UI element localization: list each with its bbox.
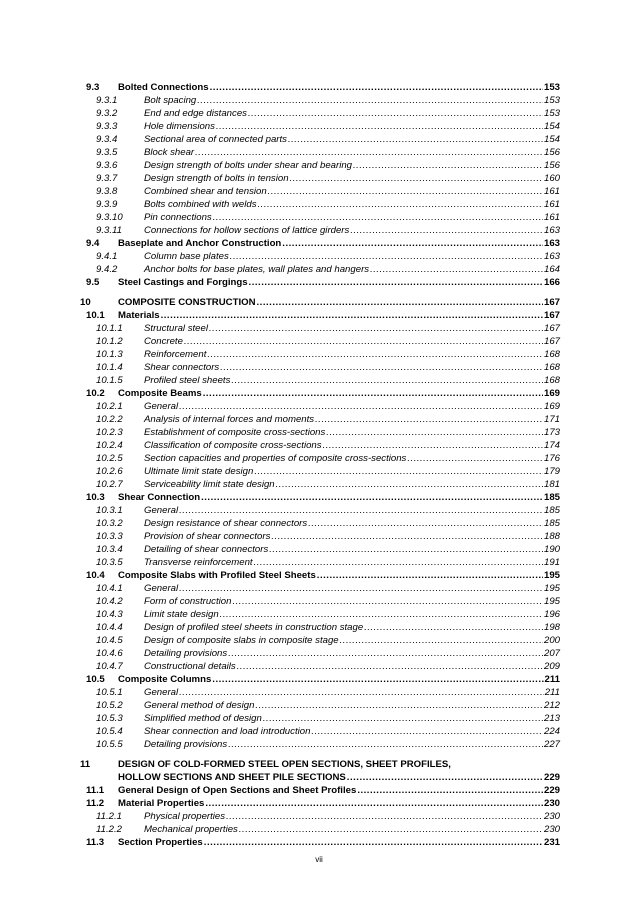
toc-entry-page: 167 <box>543 310 560 321</box>
toc-entry-page: 171 <box>543 414 560 425</box>
toc-entry <box>80 297 560 309</box>
toc-entry-number: 9.3.2 <box>96 108 118 119</box>
toc-entry <box>80 759 451 771</box>
toc-entry-page: 154 <box>543 121 560 132</box>
toc-entry-title: Establishment of composite cross-sections <box>144 427 326 438</box>
toc-entry-title: Detailing of shear connectors <box>144 544 269 555</box>
toc-entry-number: 10.5.2 <box>96 700 123 711</box>
toc-entry-number: 11 <box>80 759 91 770</box>
toc-entry-title: Simplified method of design <box>144 713 262 724</box>
toc-entry <box>96 375 560 387</box>
toc-leader-dots <box>326 427 543 439</box>
toc-entry-page: 156 <box>543 160 560 171</box>
toc-entry-number: 10.3.1 <box>96 505 123 516</box>
toc-entry-title: Pin connections <box>144 212 212 223</box>
toc-entry-page: 211 <box>544 674 560 685</box>
toc-entry <box>96 147 560 159</box>
toc-entry-title: Detailing provisions <box>144 739 228 750</box>
toc-entry-title: Design of profiled steel sheets in construction stage <box>144 622 364 633</box>
toc-entry-title: Transverse reinforcement <box>144 557 253 568</box>
toc-entry-title: General <box>144 687 179 698</box>
toc-entry <box>96 648 560 660</box>
toc-entry-number: 11.2.1 <box>96 811 122 822</box>
toc-entry-page: 173 <box>543 427 560 438</box>
toc-entry-title: General method of design <box>144 700 255 711</box>
toc-entry-page: 196 <box>543 609 560 620</box>
toc-entry-number: 10.2.6 <box>96 466 123 477</box>
toc-entry-number: 10.5.4 <box>96 726 123 737</box>
toc-entry-page: 181 <box>543 479 560 490</box>
toc-leader-dots <box>308 518 543 530</box>
toc-entry <box>96 440 560 452</box>
toc-entry-title: Shear connection and load introduction <box>144 726 311 737</box>
toc-entry <box>96 557 560 569</box>
toc-leader-dots <box>204 837 543 849</box>
toc-entry-page: 161 <box>543 212 560 223</box>
toc-entry-title: Physical properties <box>144 811 226 822</box>
toc-leader-dots <box>216 121 543 133</box>
toc-entry-page: 229 <box>543 772 560 783</box>
toc-entry-page: 231 <box>543 837 560 848</box>
toc-entry <box>96 505 560 517</box>
toc-entry-number: 10.4.5 <box>96 635 123 646</box>
toc-entry <box>96 362 560 374</box>
toc-entry-number: 10.2.4 <box>96 440 123 451</box>
toc-entry <box>86 785 560 797</box>
toc-entry-number: 10.1 <box>86 310 105 321</box>
toc-entry <box>96 609 560 621</box>
toc-entry-number: 10.4.6 <box>96 648 123 659</box>
toc-entry-number: 9.4 <box>86 238 100 249</box>
toc-leader-dots <box>230 251 543 263</box>
toc-entry-number: 10.2.3 <box>96 427 123 438</box>
toc-entry-page: 163 <box>543 251 560 262</box>
toc-entry-title: Analysis of internal forces and moments <box>144 414 315 425</box>
toc-entry <box>96 95 560 107</box>
toc-entry-number: 10.5.3 <box>96 713 123 724</box>
toc-entry <box>96 622 560 634</box>
toc-entry-number: 9.3.5 <box>96 147 118 158</box>
toc-entry-number: 10.1.4 <box>96 362 123 373</box>
toc-leader-dots <box>311 726 543 738</box>
toc-entry <box>96 687 560 699</box>
toc-entry-title: Baseplate and Anchor Construction <box>118 238 282 249</box>
toc-entry-number: 10 <box>80 297 91 308</box>
toc-entry-page: 169 <box>543 388 560 399</box>
toc-entry-title: Sectional area of connected parts <box>144 134 287 145</box>
toc-leader-dots <box>288 134 543 146</box>
toc-entry <box>96 427 560 439</box>
toc-entry <box>96 811 560 823</box>
toc-entry-title: Section Properties <box>118 837 203 848</box>
toc-entry <box>96 186 560 198</box>
toc-leader-dots <box>248 108 543 120</box>
toc-leader-dots <box>353 160 543 172</box>
toc-entry-title: Serviceability limit state design <box>144 479 275 490</box>
toc-entry-page: 190 <box>543 544 560 555</box>
toc-entry-title: Provision of shear connectors <box>144 531 271 542</box>
toc-leader-dots <box>197 95 543 107</box>
toc-entry <box>96 824 560 836</box>
toc-entry-title: General <box>144 505 179 516</box>
toc-entry-page: 167 <box>543 336 560 347</box>
toc-entry-page: 230 <box>543 824 560 835</box>
toc-entry-page: 166 <box>543 277 560 288</box>
toc-entry-number: 10.4.1 <box>96 583 123 594</box>
toc-entry-number: 11.2 <box>86 798 105 809</box>
toc-leader-dots <box>228 648 543 660</box>
toc-leader-dots <box>268 186 543 198</box>
toc-entry <box>96 121 560 133</box>
toc-entry <box>96 466 560 478</box>
toc-entry-page: 227 <box>543 739 560 750</box>
toc-entry <box>86 798 560 810</box>
toc-entry-page: 168 <box>543 349 560 360</box>
toc-entry <box>96 596 560 608</box>
toc-leader-dots <box>276 479 543 491</box>
toc-entry-page: 161 <box>543 199 560 210</box>
toc-entry-number: 11.2.2 <box>96 824 122 835</box>
toc-entry-title: Composite Beams <box>118 388 202 399</box>
toc-entry-number: 9.3.4 <box>96 134 118 145</box>
toc-leader-dots <box>161 310 543 322</box>
toc-entry-page: 224 <box>543 726 560 737</box>
toc-entry-title: End and edge distances <box>144 108 247 119</box>
toc-entry-number: 10.3.4 <box>96 544 123 555</box>
toc-entry <box>96 544 560 556</box>
toc-entry-number: 9.4.1 <box>96 251 118 262</box>
toc-entry-number: 9.3.9 <box>96 199 118 210</box>
toc-entry-title: Combined shear and tension <box>144 186 267 197</box>
toc-leader-dots <box>220 609 543 621</box>
toc-entry-page: 153 <box>543 95 560 106</box>
toc-entry-title: Block shear <box>144 147 195 158</box>
toc-entry-title: Composite Columns <box>118 674 212 685</box>
toc-entry-title: Bolt spacing <box>144 95 197 106</box>
toc-entry <box>96 726 560 738</box>
toc-entry-title: COMPOSITE CONSTRUCTION <box>118 297 256 308</box>
toc-entry-title: Design strength of bolts in tension <box>144 173 289 184</box>
toc-leader-dots <box>370 264 543 276</box>
toc-entry-number: 10.2.1 <box>96 401 123 412</box>
toc-entry-title: Classification of composite cross-sections <box>144 440 322 451</box>
toc-leader-dots <box>179 505 543 517</box>
toc-leader-dots <box>201 492 543 504</box>
toc-entry-title: Steel Castings and Forgings <box>118 277 248 288</box>
toc-entry <box>96 453 560 465</box>
toc-entry-title: Composite Slabs with Profiled Steel Sheets <box>118 570 316 581</box>
toc-entry <box>96 323 560 335</box>
toc-leader-dots <box>205 798 543 810</box>
toc-leader-dots <box>350 225 543 237</box>
toc-leader-dots <box>184 336 543 348</box>
toc-entry <box>96 225 560 237</box>
toc-leader-dots <box>364 622 543 634</box>
toc-entry-page: 168 <box>543 375 560 386</box>
toc-entry-title: Reinforcement <box>144 349 207 360</box>
toc-entry-page: 185 <box>543 505 560 516</box>
toc-entry-number: 10.1.3 <box>96 349 123 360</box>
toc-entry-number: 10.1.2 <box>96 336 123 347</box>
toc-entry <box>86 492 560 504</box>
toc-entry-title: Design strength of bolts under shear and bearing <box>144 160 352 171</box>
toc-leader-dots <box>323 440 543 452</box>
toc-entry-title: Ultimate limit state design <box>144 466 254 477</box>
toc-entry-page: 156 <box>543 147 560 158</box>
toc-entry-page: 185 <box>543 492 560 503</box>
toc-entry-number: 10.2.5 <box>96 453 123 464</box>
toc-entry-number: 10.1.1 <box>96 323 123 334</box>
toc-leader-dots <box>239 824 543 836</box>
toc-entry-title: Shear Connection <box>118 492 201 503</box>
toc-entry-number: 9.3.3 <box>96 121 118 132</box>
toc-leader-dots <box>195 147 543 159</box>
toc-entry-page: 191 <box>543 557 560 568</box>
toc-leader-dots <box>237 661 543 673</box>
toc-entry-title: Hole dimensions <box>144 121 215 132</box>
toc-entry-title: Anchor bolts for base plates, wall plates and hangers <box>144 264 370 275</box>
toc-entry-title: Profiled steel sheets <box>144 375 231 386</box>
toc-entry-title: Materials <box>118 310 160 321</box>
toc-entry-number: 9.3.11 <box>96 225 122 236</box>
toc-entry-page: 176 <box>543 453 560 464</box>
toc-entry-number: 10.2.2 <box>96 414 123 425</box>
toc-entry-page: 161 <box>543 186 560 197</box>
toc-entry-page: 163 <box>543 238 560 249</box>
page-number: vii <box>315 855 323 864</box>
toc-entry-title: Constructional details <box>144 661 236 672</box>
toc-entry-page: 188 <box>543 531 560 542</box>
toc-entry-number: 11.1 <box>86 785 105 796</box>
toc-entry-page: 153 <box>543 82 560 93</box>
toc-entry <box>96 212 560 224</box>
toc-entry-page: 154 <box>543 134 560 145</box>
toc-entry-page: 153 <box>543 108 560 119</box>
toc-leader-dots <box>317 570 543 582</box>
toc-entry-page: 160 <box>543 173 560 184</box>
toc-leader-dots <box>254 557 543 569</box>
toc-entry-number: 10.2 <box>86 388 105 399</box>
toc-entry <box>96 108 560 120</box>
toc-entry <box>96 173 560 185</box>
toc-entry-number: 10.3 <box>86 492 105 503</box>
toc-entry <box>96 479 560 491</box>
toc-entry-page: 198 <box>543 622 560 633</box>
toc-entry-number: 9.4.2 <box>96 264 118 275</box>
toc-entry-title: Column base plates <box>144 251 229 262</box>
toc-entry-number: 10.5 <box>86 674 105 685</box>
toc-entry <box>86 310 560 322</box>
toc-entry-title: DESIGN OF COLD-FORMED STEEL OPEN SECTIONS, SHEET PROFILES, <box>118 759 451 770</box>
toc-leader-dots <box>212 674 543 686</box>
toc-leader-dots <box>220 362 543 374</box>
toc-entry-page: 168 <box>543 362 560 373</box>
toc-entry-number: 10.1.5 <box>96 375 123 386</box>
toc-entry-number: 10.4.3 <box>96 609 123 620</box>
toc-leader-dots <box>271 531 543 543</box>
toc-entry-page: 200 <box>543 635 560 646</box>
toc-entry-number: 10.4.2 <box>96 596 123 607</box>
toc-entry-number: 9.3 <box>86 82 100 93</box>
toc-entry-page: 195 <box>543 596 560 607</box>
toc-entry <box>86 388 560 400</box>
toc-leader-dots <box>226 811 543 823</box>
toc-entry-title: Structural steel <box>144 323 208 334</box>
toc-entry <box>96 531 560 543</box>
toc-leader-dots <box>228 739 543 751</box>
toc-leader-dots <box>231 375 543 387</box>
toc-entry-page: 212 <box>543 700 560 711</box>
toc-entry-number: 9.3.8 <box>96 186 118 197</box>
toc-entry-title: Shear connectors <box>144 362 220 373</box>
toc-entry <box>86 277 560 289</box>
toc-leader-dots <box>263 713 543 725</box>
toc-entry <box>96 251 560 263</box>
toc-entry-page: 230 <box>543 798 560 809</box>
toc-entry-page: 164 <box>543 264 560 275</box>
toc-entry-number: 9.3.7 <box>96 173 118 184</box>
toc-entry <box>118 772 560 784</box>
toc-leader-dots <box>290 173 543 185</box>
toc-entry-page: 169 <box>543 401 560 412</box>
toc-leader-dots <box>213 212 543 224</box>
toc-entry-number: 10.3.5 <box>96 557 123 568</box>
toc-entry <box>96 518 560 530</box>
toc-entry-page: 229 <box>543 785 560 796</box>
toc-entry-title-continued: HOLLOW SECTIONS AND SHEET PILE SECTIONS <box>118 772 346 783</box>
toc-entry-number: 10.5.5 <box>96 739 123 750</box>
toc-entry-number: 10.3.3 <box>96 531 123 542</box>
toc-entry-title: Section capacities and properties of composite cross-sections <box>144 453 407 464</box>
toc-entry-title: Detailing provisions <box>144 648 228 659</box>
toc-leader-dots <box>255 700 543 712</box>
toc-entry <box>86 570 560 582</box>
toc-entry-number: 9.3.6 <box>96 160 118 171</box>
toc-entry-page: 213 <box>543 713 560 724</box>
toc-entry-title: Concrete <box>144 336 183 347</box>
toc-leader-dots <box>257 297 543 309</box>
toc-entry-page: 167 <box>543 297 560 308</box>
toc-entry-page: 195 <box>543 570 560 581</box>
toc-entry <box>96 713 560 725</box>
toc-entry-page: 230 <box>543 811 560 822</box>
toc-entry-number: 11.3 <box>86 837 105 848</box>
toc-leader-dots <box>340 635 543 647</box>
toc-entry <box>96 336 560 348</box>
toc-leader-dots <box>209 323 543 335</box>
toc-leader-dots <box>254 466 543 478</box>
toc-entry-title: Mechanical properties <box>144 824 238 835</box>
toc-entry <box>86 238 560 250</box>
toc-leader-dots <box>315 414 543 426</box>
toc-leader-dots <box>258 199 543 211</box>
toc-leader-dots <box>207 349 543 361</box>
toc-entry-page: 185 <box>543 518 560 529</box>
toc-leader-dots <box>210 82 543 94</box>
toc-entry <box>96 160 560 172</box>
toc-entry-page: 207 <box>543 648 560 659</box>
toc-entry-page: 167 <box>543 323 560 334</box>
toc-entry <box>96 700 560 712</box>
toc-entry-title: General Design of Open Sections and Sheet Profiles <box>118 785 357 796</box>
toc-entry <box>96 635 560 647</box>
toc-entry <box>96 134 560 146</box>
toc-entry-page: 211 <box>544 687 560 698</box>
toc-entry-title: Connections for hollow sections of lattice girders <box>144 225 350 236</box>
toc-entry <box>96 661 560 673</box>
toc-leader-dots <box>203 388 543 400</box>
toc-entry-title: Bolts combined with welds <box>144 199 257 210</box>
toc-entry-title: Design of composite slabs in composite stage <box>144 635 339 646</box>
toc-entry <box>96 414 560 426</box>
toc-entry <box>96 349 560 361</box>
toc-entry-number: 9.3.10 <box>96 212 123 223</box>
toc-entry-page: 163 <box>543 225 560 236</box>
toc-leader-dots <box>282 238 543 250</box>
toc-entry-page: 195 <box>543 583 560 594</box>
toc-leader-dots <box>179 401 543 413</box>
toc-leader-dots <box>249 277 543 289</box>
toc-entry <box>96 583 560 595</box>
toc-entry-title: General <box>144 583 179 594</box>
toc-entry-page: 209 <box>543 661 560 672</box>
toc-entry <box>96 739 560 751</box>
toc-entry <box>96 401 560 413</box>
toc-entry <box>86 837 560 849</box>
toc-entry-number: 9.5 <box>86 277 100 288</box>
toc-entry-title: Form of construction <box>144 596 232 607</box>
toc-leader-dots <box>407 453 543 465</box>
toc-entry-number: 10.4 <box>86 570 105 581</box>
toc-leader-dots <box>347 772 543 784</box>
toc-leader-dots <box>179 583 543 595</box>
toc-entry-number: 10.5.1 <box>96 687 123 698</box>
toc-entry-title: Bolted Connections <box>118 82 209 93</box>
toc-entry <box>86 82 560 94</box>
toc-entry-number: 10.4.7 <box>96 661 123 672</box>
toc-leader-dots <box>179 687 544 699</box>
toc-entry <box>86 674 560 686</box>
toc-entry-title: Design resistance of shear connectors <box>144 518 308 529</box>
toc-leader-dots <box>269 544 543 556</box>
toc-entry <box>96 199 560 211</box>
toc-entry-number: 9.3.1 <box>96 95 118 106</box>
toc-entry-page: 179 <box>543 466 560 477</box>
toc-entry-number: 10.2.7 <box>96 479 123 490</box>
toc-entry <box>96 264 560 276</box>
toc-leader-dots <box>357 785 543 797</box>
toc-entry-number: 10.3.2 <box>96 518 123 529</box>
toc-entry-title: Material Properties <box>118 798 205 809</box>
toc-entry-number: 10.4.4 <box>96 622 123 633</box>
toc-entry-page: 174 <box>543 440 560 451</box>
toc-entry-title: Limit state design <box>144 609 219 620</box>
toc-leader-dots <box>232 596 543 608</box>
toc-entry-title: General <box>144 401 179 412</box>
